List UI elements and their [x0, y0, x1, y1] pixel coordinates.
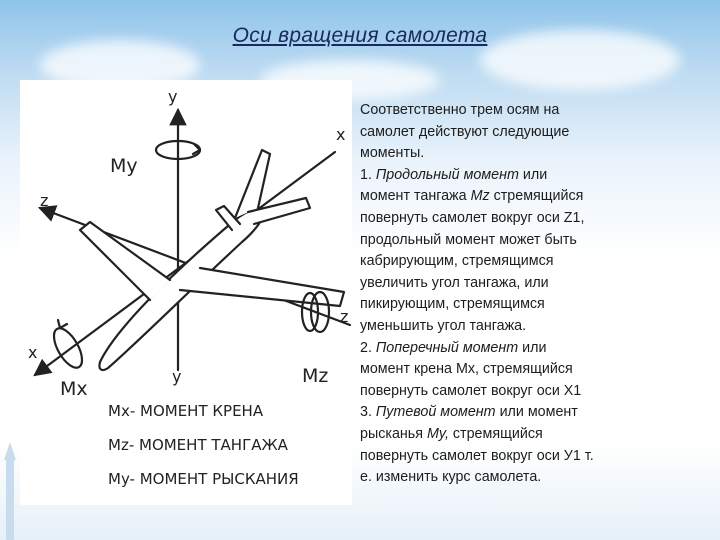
moment-label-mz: Mz: [302, 365, 329, 387]
slide-title: Оси вращения самолета: [232, 24, 488, 47]
axis-label-z-left: z: [40, 191, 49, 210]
emphasis-my: My,: [426, 425, 449, 442]
text-fragment: рысканья: [360, 425, 427, 442]
text-line: [360, 402, 700, 424]
axis-label-y-bottom: y: [172, 367, 182, 386]
legend-my: My- МОМЕНТ РЫСКАНИЯ: [108, 470, 299, 488]
text-fragment: стремящийся: [448, 425, 543, 442]
text-line: Соответственно трем осям на: [360, 102, 560, 118]
axis-label-x-right: x: [336, 125, 346, 144]
moments-description: [360, 100, 700, 489]
text-line: продольный момент может быть: [360, 231, 577, 248]
list-number: 3.: [360, 404, 376, 421]
text-fragment: или момент: [495, 404, 578, 421]
axis-label-y-top: y: [168, 87, 178, 106]
text-line: [360, 165, 700, 187]
emphasis-yaw-moment: Путевой момент: [375, 404, 496, 421]
text-line: [360, 186, 700, 208]
text-fragment: момент тангажа: [360, 188, 471, 205]
list-number: 2.: [360, 339, 376, 356]
text-line: е. изменить курс самолета.: [360, 469, 542, 486]
text-line: момент крена Mx, стремящийся: [360, 361, 573, 378]
text-fragment: стремящийся: [489, 188, 584, 205]
emphasis-longitudinal-moment: Продольный момент: [375, 166, 519, 183]
emphasis-mz: Mz: [470, 188, 490, 205]
decorative-tower-silhouette: [0, 430, 20, 540]
text-line: увеличить угол тангажа, или: [360, 274, 549, 291]
emphasis-lateral-moment: Поперечный момент: [375, 339, 519, 356]
text-line: повернуть самолет вокруг оси Z1,: [360, 209, 585, 226]
legend-mx: Mx- МОМЕНТ КРЕНА: [108, 402, 264, 420]
text-line: моменты.: [360, 145, 425, 162]
moment-label-my: My: [110, 155, 138, 177]
left-wing: [80, 222, 170, 300]
airplane-diagram: [20, 80, 352, 505]
text-fragment: или: [518, 339, 547, 356]
text-line: уменьшить угол тангажа.: [360, 317, 527, 334]
legend-mz: Mz- МОМЕНТ ТАНГАЖА: [108, 436, 288, 454]
text-line: [360, 424, 700, 446]
list-number: 1.: [360, 166, 376, 183]
text-line: [360, 338, 700, 360]
text-line: кабрирующим, стремящимся: [360, 253, 554, 270]
text-line: пикирующим, стремящимся: [360, 296, 545, 313]
text-line: самолет действуют следующие: [360, 123, 570, 140]
axis-label-x-left: x: [28, 343, 38, 362]
text-line: повернуть самолет вокруг оси Х1: [360, 382, 582, 399]
airplane-axes-figure: [20, 80, 352, 505]
moment-label-mx: Mx: [60, 378, 88, 400]
mx-rotation-arrow: [48, 324, 87, 372]
axis-label-z-right: z: [340, 307, 349, 326]
text-line: повернуть самолет вокруг оси У1 т.: [360, 447, 594, 464]
text-fragment: или: [518, 166, 548, 183]
right-wing: [180, 268, 344, 306]
